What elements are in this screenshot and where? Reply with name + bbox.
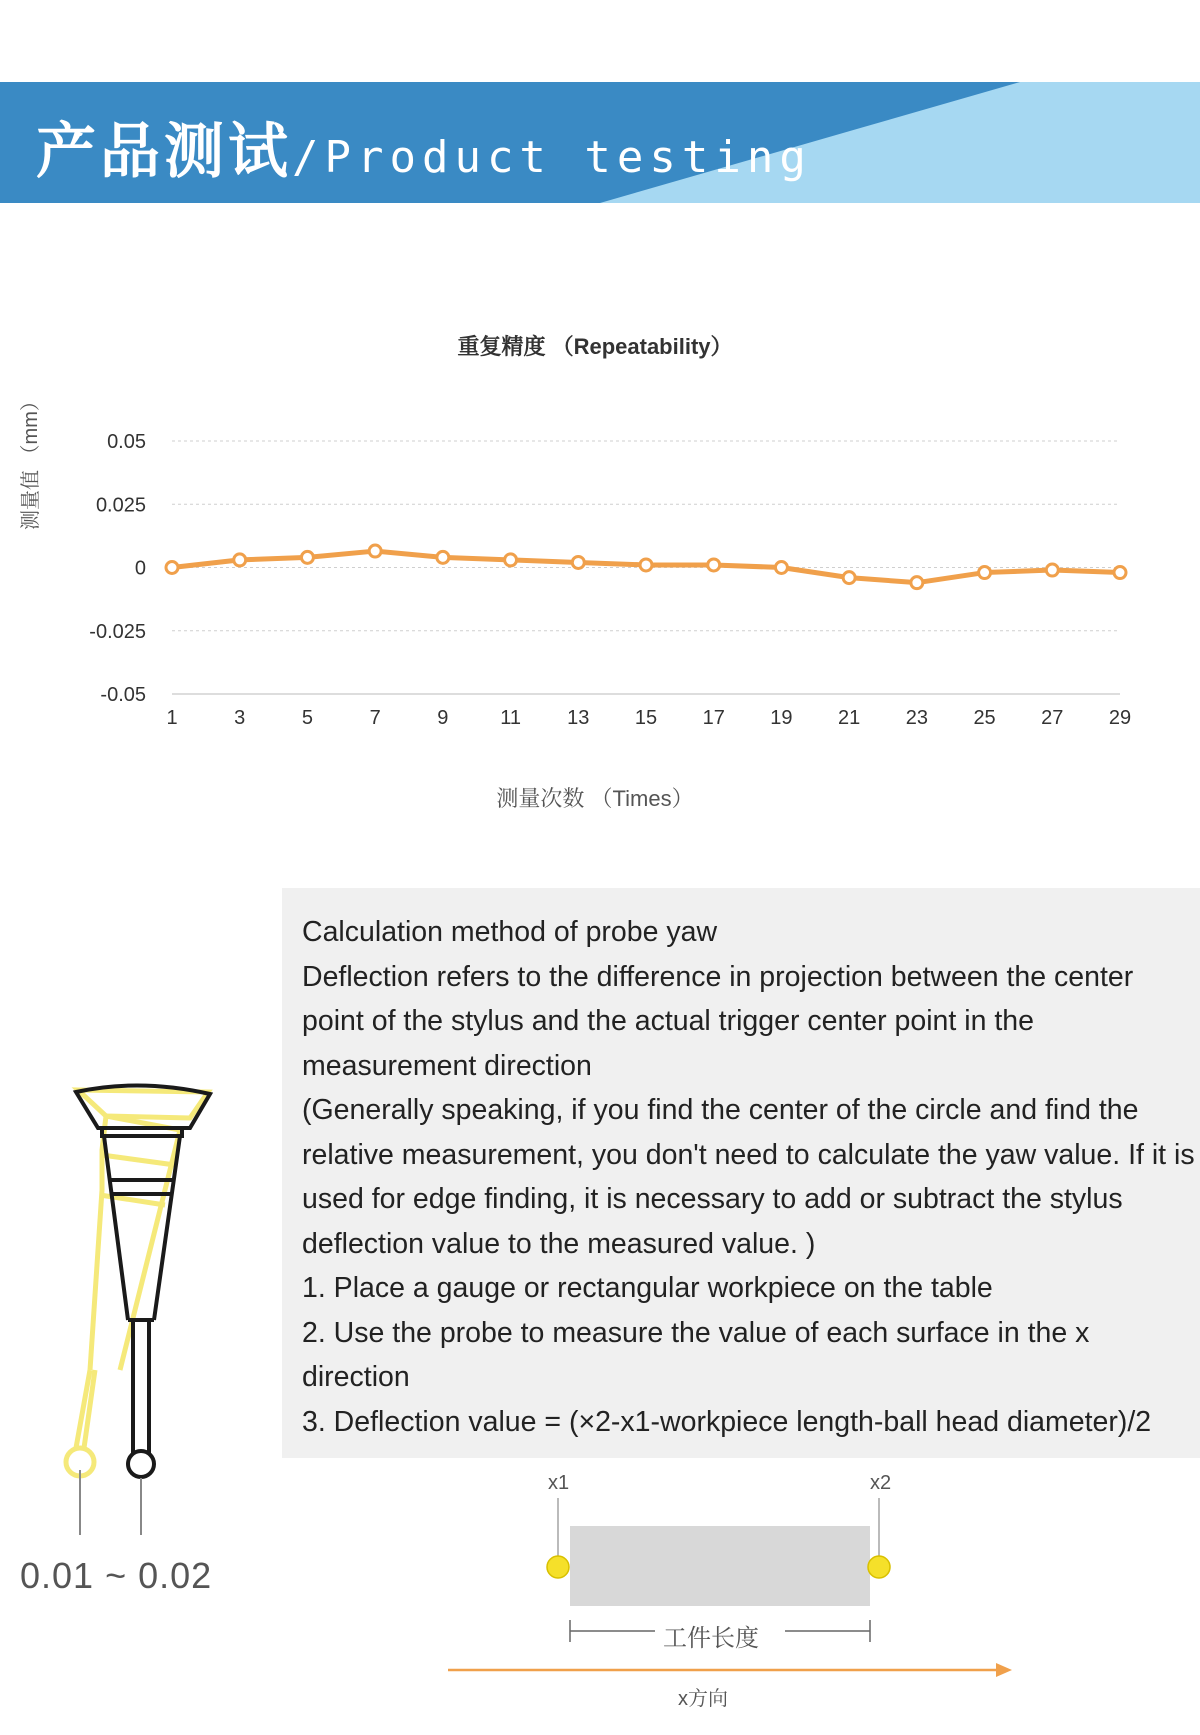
header-banner: [0, 82, 1200, 203]
x-tick-label: 27: [1041, 707, 1064, 729]
deflection-range-label: 0.01 ~ 0.02: [20, 1555, 213, 1596]
page-title-zh: 产品测试: [36, 117, 292, 187]
x-tick-label: 7: [369, 707, 381, 729]
explanation-step-3: 3. Deflection value = (×2-x1-workpiece length-ball head diameter)/2: [302, 1405, 1152, 1438]
data-point: [911, 577, 923, 589]
chart-y-axis-title: 测量值 （mm）: [20, 391, 42, 530]
data-point: [572, 556, 584, 568]
x-tick-label: 25: [973, 707, 996, 729]
x-direction-label: x方向: [678, 1688, 728, 1710]
data-point: [301, 551, 313, 563]
contact-point-x1: [547, 1556, 569, 1578]
data-point: [505, 554, 517, 566]
probe-offset-markers: [40, 1490, 230, 1540]
x2-label: x2: [870, 1472, 892, 1494]
data-point: [640, 559, 652, 571]
explanation-definition: Deflection refers to the difference in projection between the center point of the stylus and the actual trigger center point in the measurement direction: [302, 960, 1134, 1082]
explanation-step-2: 2. Use the probe to measure the value of each surface in the x direction: [302, 1316, 1090, 1393]
x-tick-label: 3: [234, 707, 246, 729]
x-tick-label: 23: [905, 707, 928, 729]
chart-canvas: [0, 330, 1200, 830]
chart-x-axis-title: 测量次数 （Times）: [496, 786, 694, 811]
x-tick-label: 1: [166, 707, 178, 729]
explanation-panel: [282, 888, 1200, 1458]
repeatability-chart: [0, 330, 1200, 830]
x1-label: x1: [548, 1472, 570, 1494]
data-point: [775, 562, 787, 574]
explanation-step-1: 1. Place a gauge or rectangular workpiece on the table: [302, 1272, 993, 1304]
y-tick-label: -0.025: [89, 620, 146, 643]
data-point: [166, 562, 178, 574]
deflected-probe: [66, 1090, 208, 1476]
x-tick-label: 17: [702, 707, 725, 729]
x-tick-label: 19: [770, 707, 793, 729]
y-tick-label: 0: [134, 557, 146, 580]
page-title: [36, 104, 812, 190]
workpiece-block: [570, 1526, 870, 1606]
measurement-diagram: [430, 1460, 1030, 1735]
x-tick-label: 13: [567, 707, 590, 729]
probe-illustration: [40, 1070, 230, 1490]
x-tick-label: 29: [1108, 707, 1132, 729]
data-point: [1046, 564, 1058, 576]
data-point: [708, 559, 720, 571]
data-point: [234, 554, 246, 566]
data-point: [1114, 567, 1126, 579]
explanation-heading: Calculation method of probe yaw: [302, 916, 718, 948]
x-tick-label: 9: [437, 707, 449, 729]
contact-point-x2: [868, 1556, 890, 1578]
diagram-canvas: [430, 1460, 1030, 1735]
explanation-note: (Generally speaking, if you find the center of the circle and find the relative measurement, you don't need to calculate the yaw value. If it is used for edge finding, it is necessary to add or subtract the stylus deflection value to the measured value. ): [302, 1094, 1195, 1260]
x-tick-label: 11: [500, 707, 521, 729]
y-tick-label: -0.05: [100, 684, 146, 706]
data-point: [369, 545, 381, 557]
x-tick-label: 21: [838, 707, 861, 729]
page-title-en: /Product testing: [292, 132, 812, 183]
data-point: [979, 567, 991, 579]
y-tick-label: 0.05: [107, 431, 146, 453]
x-tick-label: 15: [634, 707, 658, 729]
chart-title: 重复精度 （Repeatability）: [457, 334, 733, 359]
data-point: [843, 572, 855, 584]
workpiece-length-label: 工件长度: [663, 1625, 759, 1652]
data-point: [437, 551, 449, 563]
x-tick-label: 5: [301, 707, 313, 729]
y-tick-label: 0.025: [95, 494, 146, 517]
